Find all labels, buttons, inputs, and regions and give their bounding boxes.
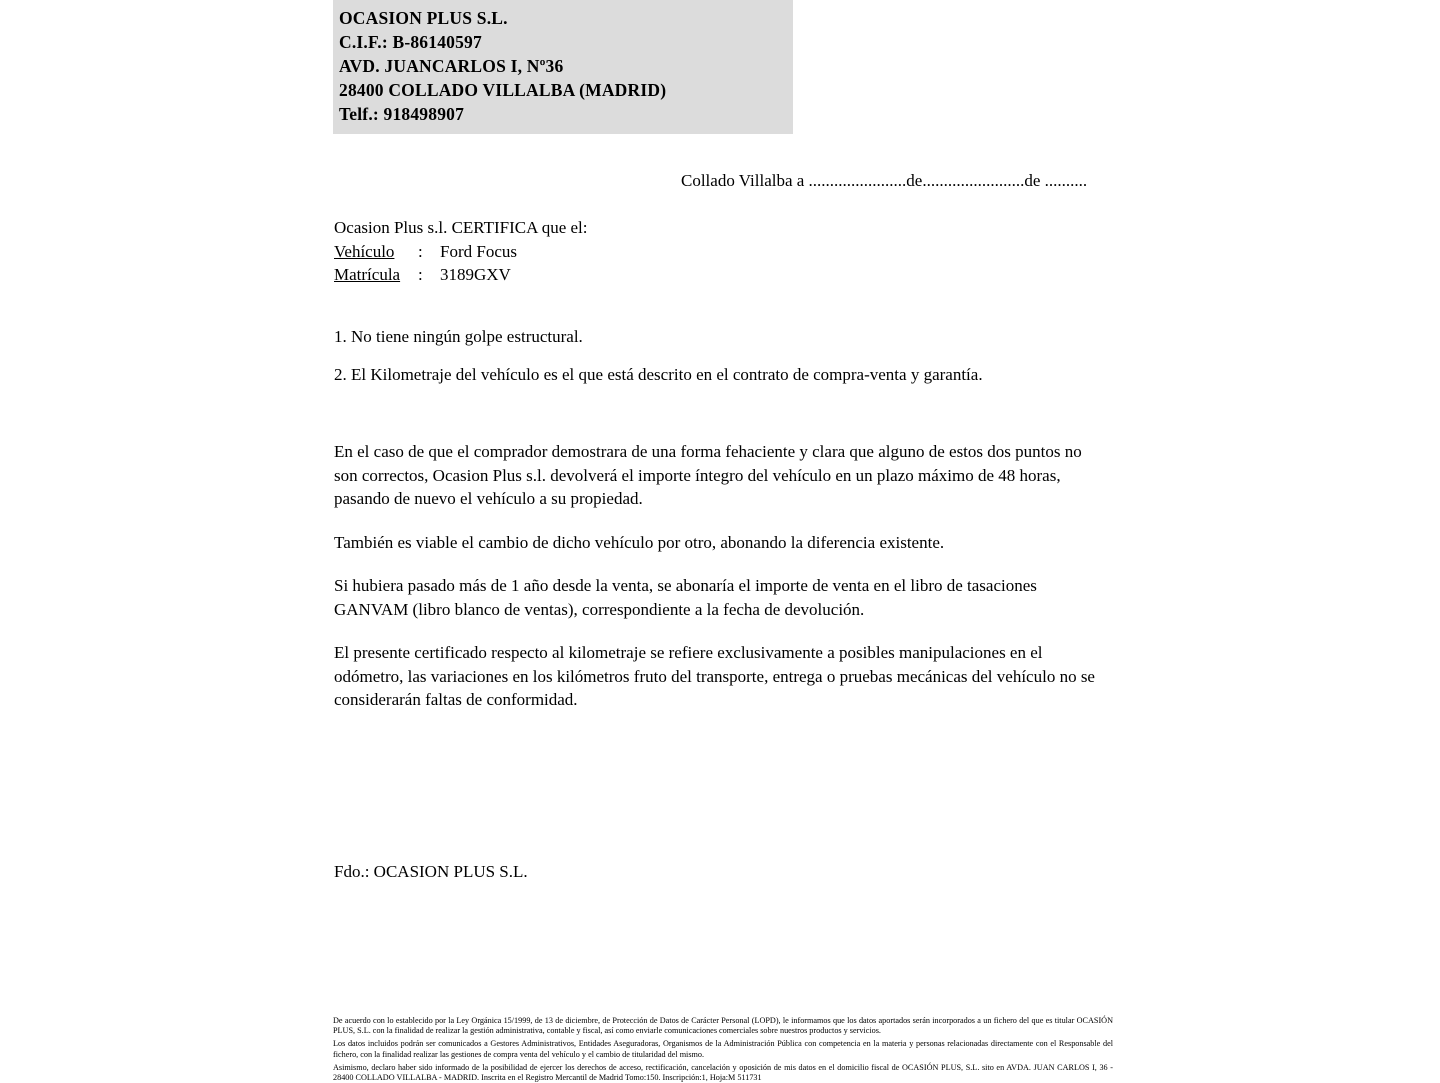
certification-intro: Ocasion Plus s.l. CERTIFICA que el: [334,218,588,237]
vehicle-label: Vehículo [334,241,395,261]
company-name: OCASION PLUS S.L. [339,8,508,28]
company-city: 28400 COLLADO VILLALBA (MADRID) [339,80,667,100]
plate-value: 3189GXV [440,265,511,284]
body-text [334,440,1109,712]
company-cif: C.I.F.: B-86140597 [339,32,482,52]
company-street: AVD. JUANCARLOS I, Nº36 [339,56,564,76]
body-paragraph-2: También es viable el cambio de dicho vehículo por otro, abonando la diferencia existente. [334,532,945,552]
body-paragraph-4: El presente certificado respecto al kilometraje se refiere exclusivamente a posibles manipulaciones en el odómetro, las variaciones en los kilómetros fruto del transporte, entrega o pruebas mecánicas del vehículo no se considerarán faltas de conformidad. [334,643,1095,709]
letterhead-block [333,0,793,134]
plate-separator: : [418,265,423,284]
dateline: Collado Villalba a .......................de........................de .......... [681,171,1088,190]
body-paragraph-3: Si hubiera pasado más de 1 año desde la venta, se abonaría el importe de venta en el libro de tasaciones GANVAM (libro blanco de ventas), correspondiente a la fecha de devolución. [334,576,1037,619]
certification-point-2: 2. El Kilometraje del vehículo es el que está descrito en el contrato de compra-venta y garantía. [334,365,983,384]
plate-row [334,263,588,287]
company-phone: Telf.: 918498907 [339,104,465,124]
legal-notice [333,1016,1113,1083]
legal-paragraph-1: De acuerdo con lo establecido por la Ley Orgánica 15/1999, de 13 de diciembre, de Protección de Datos de Carácter Personal (LOPD), le informamos que los datos aportados serán incorporados a un fichero del que es titular OCASIÓN PLUS, S.L. con la finalidad de realizar la gestión administrativa, contable y fiscal, así como enviarle comunicaciones comerciales sobre nuestros productos y servicios. [333,1016,1113,1036]
plate-label: Matrícula [334,265,401,284]
vehicle-separator: : [418,241,423,261]
certification-point-1: 1. No tiene ningún golpe estructural. [334,327,583,346]
legal-paragraph-2: Los datos incluidos podrán ser comunicados a Gestores Administrativos, Entidades Aseguradoras, Organismos de la Administración Pública con competencia en la materia y personas relacionadas directamente con el Responsable del fichero, con la finalidad realizar las gestiones de compra venta del vehículo y el cambio de titularidad del mismo. [333,1039,1113,1059]
body-paragraph-1: En el caso de que el comprador demostrara de una forma fehaciente y clara que alguno de estos dos puntos no son correctos, Ocasion Plus s.l. devolverá el importe íntegro del vehículo en un plazo máximo de 48 horas, pasando de nuevo el vehículo a su propiedad. [334,442,1082,508]
vehicle-value: Ford Focus [440,241,517,261]
legal-paragraph-3: Asimismo, declaro haber sido informado de la posibilidad de ejercer los derechos de acceso, rectificación, cancelación y oposición de mis datos en el domicilio fiscal de OCASIÓN PLUS, S.L. sito en AVDA. JUAN CARLOS I, 36 - 28400 COLLADO VILLALBA - MADRID. Inscrita en el Registro Mercantil de Madrid Tomo:150. Inscripción:1, Hoja:M 511731 [333,1062,1113,1083]
certification-block [334,216,588,287]
signature-line: Fdo.: OCASION PLUS S.L. [334,862,528,881]
vehicle-row [334,240,588,264]
